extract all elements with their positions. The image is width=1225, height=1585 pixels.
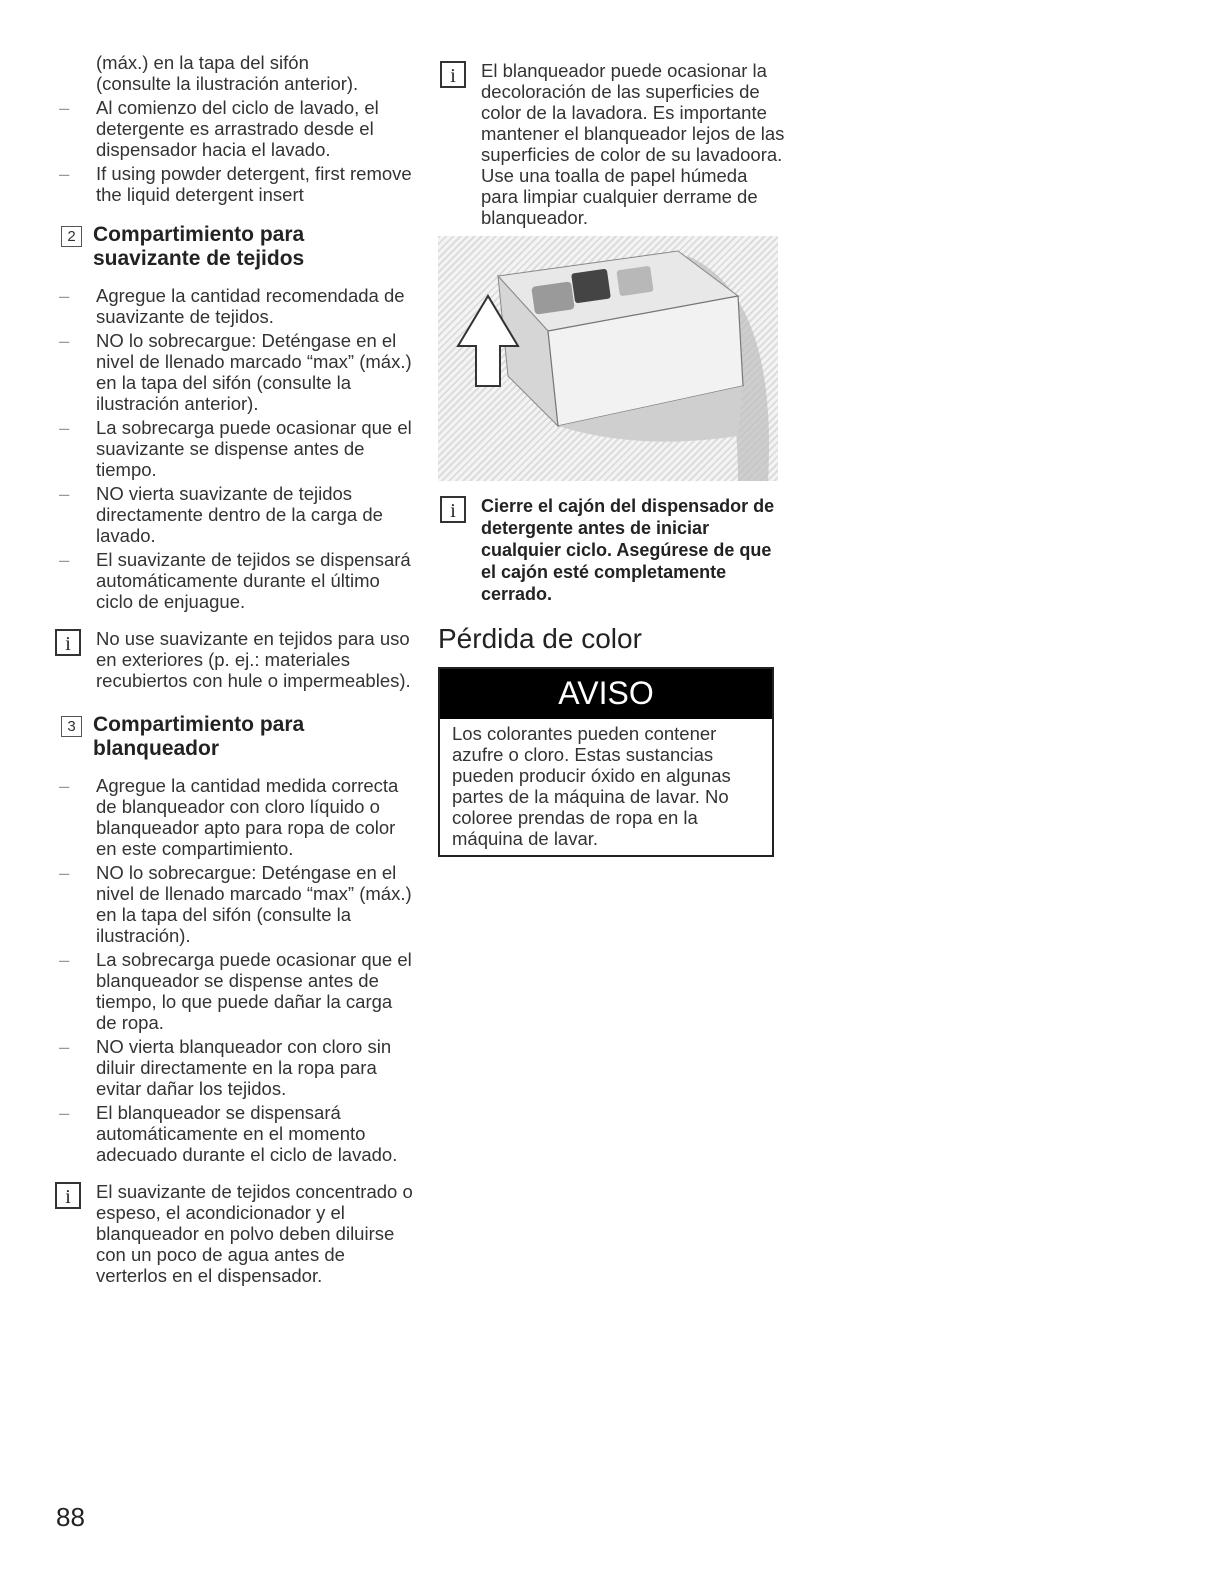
list-item [55,163,415,205]
list-item [55,862,415,946]
section-number-box: 2 [61,226,82,247]
list-item [55,949,415,1033]
info-icon: i [55,1182,81,1209]
list-item-text: Agregue la cantidad medida correcta de blanqueador con cloro líquido o blanqueador apto para ropa de color en este compartimiento. [96,775,399,859]
section-number-box: 3 [61,716,82,737]
info-note [440,60,785,228]
dash-bullet: – [59,97,70,118]
note-text: El suavizante de tejidos concentrado o espeso, el acondicionador y el blanqueador en polvo deben diluirse con un poco de agua antes de verterlos en el dispensador. [96,1181,413,1286]
info-icon: i [440,61,466,88]
page-number: 88 [56,1502,85,1532]
list-item [55,1036,415,1099]
warning-text: Los colorantes pueden contener azufre o cloro. Estas sustancias pueden producir óxido en algunas partes de la máquina de lavar. No coloree prendas de ropa en la máquina de lavar. [452,723,731,849]
dash-bullet: – [59,775,70,796]
list-item [55,483,415,546]
list-item-text: NO lo sobrecargue: Deténgase en el nivel de llenado marcado “max” (máx.) en la tapa del sifón (consulte la ilustración anterior). [96,330,412,414]
list-item [55,285,415,327]
info-icon: i [55,629,81,656]
list-item-text: El blanqueador se dispensará automáticamente en el momento adecuado durante el ciclo de lavado. [96,1102,398,1165]
list-item-text: El suavizante de tejidos se dispensará automáticamente durante el último ciclo de enjuague. [96,549,411,612]
list-item-text: Al comienzo del ciclo de lavado, el detergente es arrastrado desde el dispensador hacia el lavado. [96,97,379,160]
list-item-text: Agregue la cantidad recomendada de suavizante de tejidos. [96,285,405,327]
list-item [55,775,415,859]
section-title: Compartimiento para blanqueador [93,713,305,760]
list-item [55,1102,415,1165]
list-item [55,417,415,480]
dash-bullet: – [59,483,70,504]
list-item-text: If using powder detergent, first remove the liquid detergent insert [96,163,412,205]
list-item-text: NO vierta blanqueador con cloro sin diluir directamente en la ropa para evitar dañar los tejidos. [96,1036,392,1099]
intro-line: (consulte la ilustración anterior). [96,73,359,94]
info-icon: i [440,496,466,523]
info-note [55,1181,415,1286]
list-item [55,330,415,414]
section-heading [55,713,415,761]
dispenser-drawer-illustration [438,236,778,481]
list-item-text: NO lo sobrecargue: Deténgase en el nivel de llenado marcado “max” (máx.) en la tapa del sifón (consulte la ilustración). [96,862,412,946]
dispenser-drawer-photo [438,236,778,481]
section-heading [55,223,415,271]
warning-box [438,667,774,857]
intro-line: (máx.) en la tapa del sifón [96,52,309,73]
section-title: Compartimiento para suavizante de tejidos [93,223,305,270]
dash-bullet: – [59,163,70,184]
note-text: Cierre el cajón del dispensador de detergente antes de iniciar cualquier ciclo. Asegúrese de que el cajón esté completamente cerrado. [481,496,775,604]
section-heading: Pérdida de color [438,623,642,654]
list-item [55,549,415,612]
info-note [55,628,415,691]
right-column [440,52,785,857]
dash-bullet: – [59,1102,70,1123]
note-text: No use suavizante en tejidos para uso en exteriores (p. ej.: materiales recubiertos con hule o impermeables). [96,628,411,691]
dash-bullet: – [59,285,70,306]
list-item-text: La sobrecarga puede ocasionar que el blanqueador se dispense antes de tiempo, lo que puede dañar la carga de ropa. [96,949,412,1033]
dash-bullet: – [59,862,70,883]
list-item [55,97,415,160]
list-item-text: La sobrecarga puede ocasionar que el suavizante se dispense antes de tiempo. [96,417,412,480]
warning-label: AVISO [440,669,772,719]
note-text: El blanqueador puede ocasionar la decoloración de las superficies de color de la lavadora. Es importante mantener el blanqueador lejos de las superficies de color de su lavadoora. Use una toalla de papel húmeda para limpiar cualquier derrame de blanqueador. [481,60,785,228]
dash-bullet: – [59,330,70,351]
dash-bullet: – [59,949,70,970]
dash-bullet: – [59,1036,70,1057]
info-note [440,495,785,605]
dash-bullet: – [59,549,70,570]
list-item-text: NO vierta suavizante de tejidos directamente dentro de la carga de lavado. [96,483,383,546]
dash-bullet: – [59,417,70,438]
left-column [55,52,415,1292]
